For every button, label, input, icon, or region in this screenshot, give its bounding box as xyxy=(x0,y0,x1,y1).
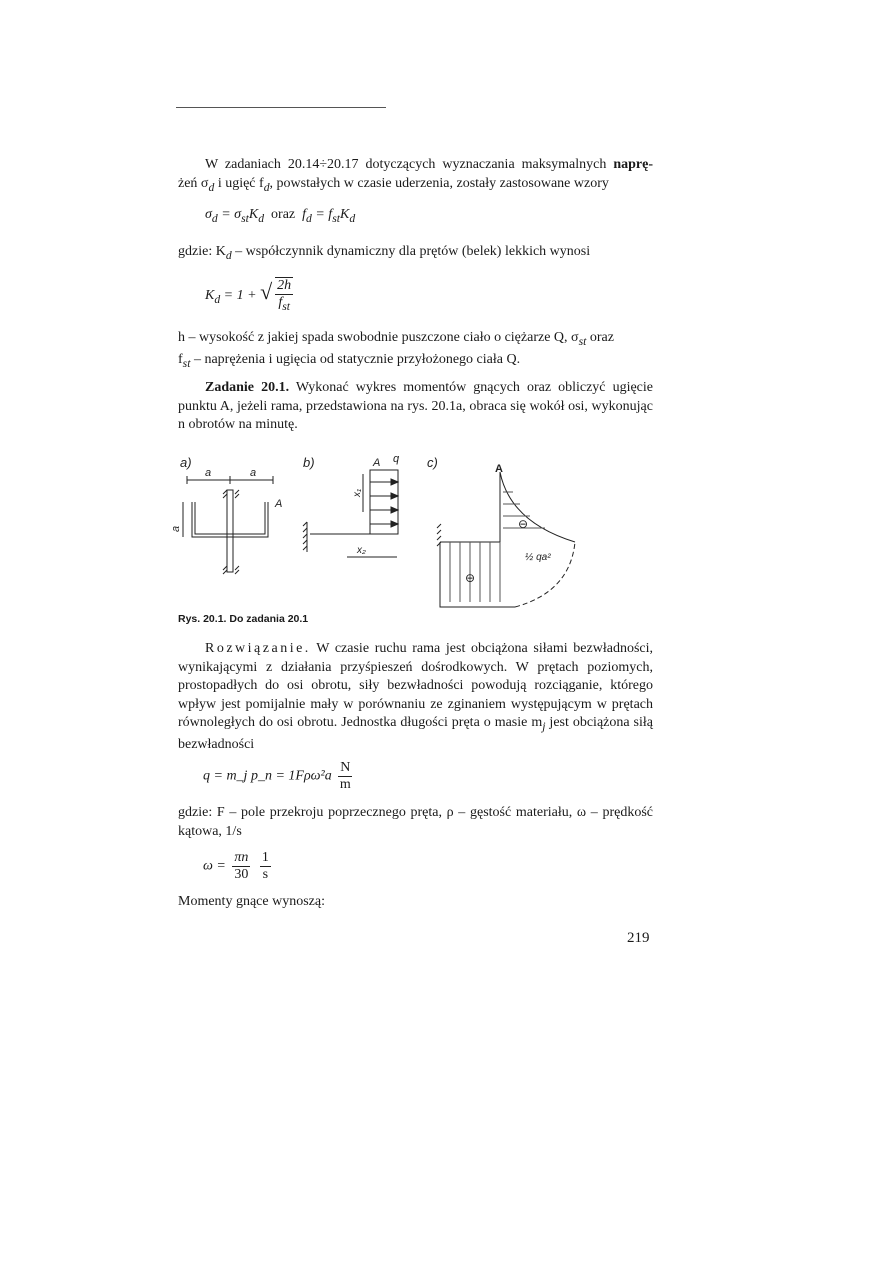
figure-20-1 xyxy=(170,452,595,612)
task-statement: Zadanie 20.1. Wykonać wykres momentów gnących oraz obliczyć ugięcie punktu A, jeżeli rama, przedstawiona na rys. 20.1a, obraca się wokół osi, wykonując n obrotów na minutę. xyxy=(178,380,653,432)
svg-text:a: a xyxy=(205,467,212,479)
bending-moments-intro: Momenty gnące wynoszą: xyxy=(178,894,325,909)
label-b: b) xyxy=(303,455,315,470)
svg-text:a: a xyxy=(170,525,182,532)
h-definition: h – wysokość z jakiej spada swobodnie puszczone ciało o ciężarze Q, $\sigma_{st}$ oraz $f_{st}$ – naprężenia i ugięcia od statycznie przyłożonego ciała Q. xyxy=(178,330,614,371)
svg-text:⊖: ⊖ xyxy=(465,571,476,585)
svg-text:⊖: ⊖ xyxy=(518,517,529,531)
header-rule xyxy=(176,107,386,108)
svg-text:a: a xyxy=(250,467,257,479)
task-label: Zadanie 20.1. xyxy=(205,380,290,395)
svg-text:x₁: x₁ xyxy=(352,488,363,497)
figure-caption: Rys. 20.1. Do zadania 20.1 xyxy=(178,613,309,625)
page-number: 219 xyxy=(627,930,650,946)
svg-text:q: q xyxy=(393,453,400,465)
solution-paragraph: Rozwiązanie. W czasie ruchu rama jest obciążona siłami bezwładności, wynikającymi z działania przyśpieszeń dośrodkowych. W prętach poziomych, prostopadłych do osi obrotu, siły bezwładności powodują rozciąganie, którego wpływ jest pomijalnie mały w porównaniu ze zginaniem występującym w prętach równoległych do osi obrotu. Jednostka długości pręta o masie $m_j$ jest obciążona siłą bezwładności xyxy=(178,641,653,753)
svg-text:A: A xyxy=(495,463,503,475)
label-a: a) xyxy=(180,455,192,470)
equation-inertia-load: q = m_j p_n = 1Fρω²a $\frac{N}{m}$ xyxy=(203,760,351,792)
equation-omega: ω = $\frac{\pi n}{30}$ $\frac{1}{s}$ xyxy=(203,850,269,882)
variables-definition: gdzie: F – pole przekroju poprzecznego pręta, ρ – gęstość materiału, ω – prędkość kątowa, 1/s xyxy=(178,805,653,839)
label-c: c) xyxy=(427,455,438,470)
equation-kd: $K_d = 1$ + √ $\frac{2h}{f_{st}}$ xyxy=(205,278,292,313)
svg-text:A: A xyxy=(373,457,381,469)
svg-text:½ qa²: ½ qa² xyxy=(525,552,551,563)
svg-text:x₂: x₂ xyxy=(357,545,366,556)
equation-dynamic-stress: $\sigma_d = \sigma_{st}K_d$ oraz $f_d = f_{st}K_d$ xyxy=(205,207,356,225)
intro-paragraph: W zadaniach 20.14÷20.17 dotyczących wyznaczania maksymalnych naprę- żeń $\sigma_d$ i ugięć $f_d$, powstałych w czasie uderzenia, zostały zastosowane wzory xyxy=(178,157,653,194)
svg-text:A: A xyxy=(275,498,283,510)
kd-definition: gdzie: $K_d$ – współczynnik dynamiczny dla prętów (belek) lekkich wynosi xyxy=(178,244,591,262)
